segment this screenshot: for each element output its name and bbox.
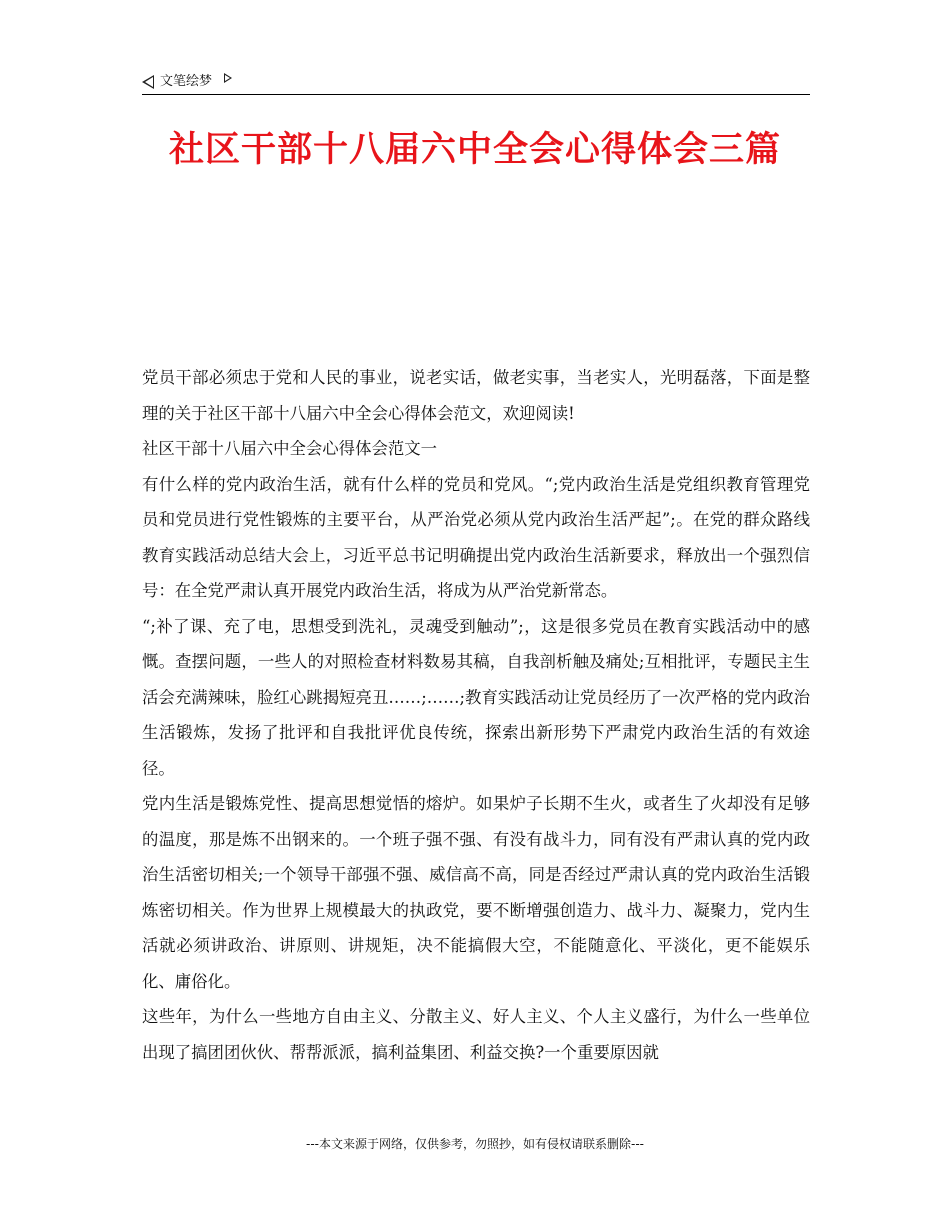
document-body: [142, 360, 810, 1070]
section-heading: 社区干部十八届六中全会心得体会范文一: [142, 439, 438, 458]
header-brand: [142, 72, 232, 92]
body-paragraph: 有什么样的党内政治生活，就有什么样的党员和党风。“;党内政治生活是党组织教育管理党员和党员进行党性锻炼的主要平台，从严治党必须从党内政治生活严起”;。在党的群众路线教育实践活动总结大会上，习近平总书记明确提出党内政治生活新要求，释放出一个强烈信号：在全党严肃认真开展党内政治生活，将成为从严治党新常态。: [142, 474, 810, 600]
body-paragraph: 这些年，为什么一些地方自由主义、分散主义、好人主义、个人主义盛行，为什么一些单位出现了搞团团伙伙、帮帮派派，搞利益集团、利益交换?一个重要原因就: [142, 1007, 810, 1062]
body-paragraph: 党内生活是锻炼党性、提高思想觉悟的熔炉。如果炉子长期不生火，或者生了火却没有足够的温度，那是炼不出钢来的。一个班子强不强、有没有战斗力，同有没有严肃认真的党内政治生活密切相关;一个领导干部强不强、威信高不高，同是否经过严肃认真的党内政治生活锻炼密切相关。作为世界上规模最大的执政党，要不断增强创造力、战斗力、凝聚力，党内生活就必须讲政治、讲原则、讲规矩，决不能搞假大空，不能随意化、平淡化，更不能娱乐化、庸俗化。: [142, 794, 810, 991]
page-header: [142, 72, 810, 95]
intro-paragraph: 党员干部必须忠于党和人民的事业，说老实话，做老实事，当老实人，光明磊落，下面是整理的关于社区干部十八届六中全会心得体会范文，欢迎阅读!: [142, 368, 810, 423]
page-footer: ---本文来源于网络，仅供参考，勿照抄，如有侵权请联系删除---: [306, 1137, 644, 1151]
body-paragraph: “;补了课、充了电，思想受到洗礼，灵魂受到触动”;，这是很多党员在教育实践活动中的感慨。查摆问题，一些人的对照检查材料数易其稿，自我剖析触及痛处;互相批评，专题民主生活会充满辣味，脸红心跳揭短亮丑……;……;教育实践活动让党员经历了一次严格的党内政治生活锻炼，发扬了批评和自我批评优良传统，探索出新形势下严肃党内政治生活的有效途径。: [142, 616, 810, 778]
document-title: 社区干部十八届六中全会心得体会三篇: [168, 130, 781, 170]
brand-text: 文笔绘梦: [160, 74, 213, 89]
triangle-left-icon: [142, 75, 154, 89]
triangle-right-icon: [224, 73, 232, 83]
